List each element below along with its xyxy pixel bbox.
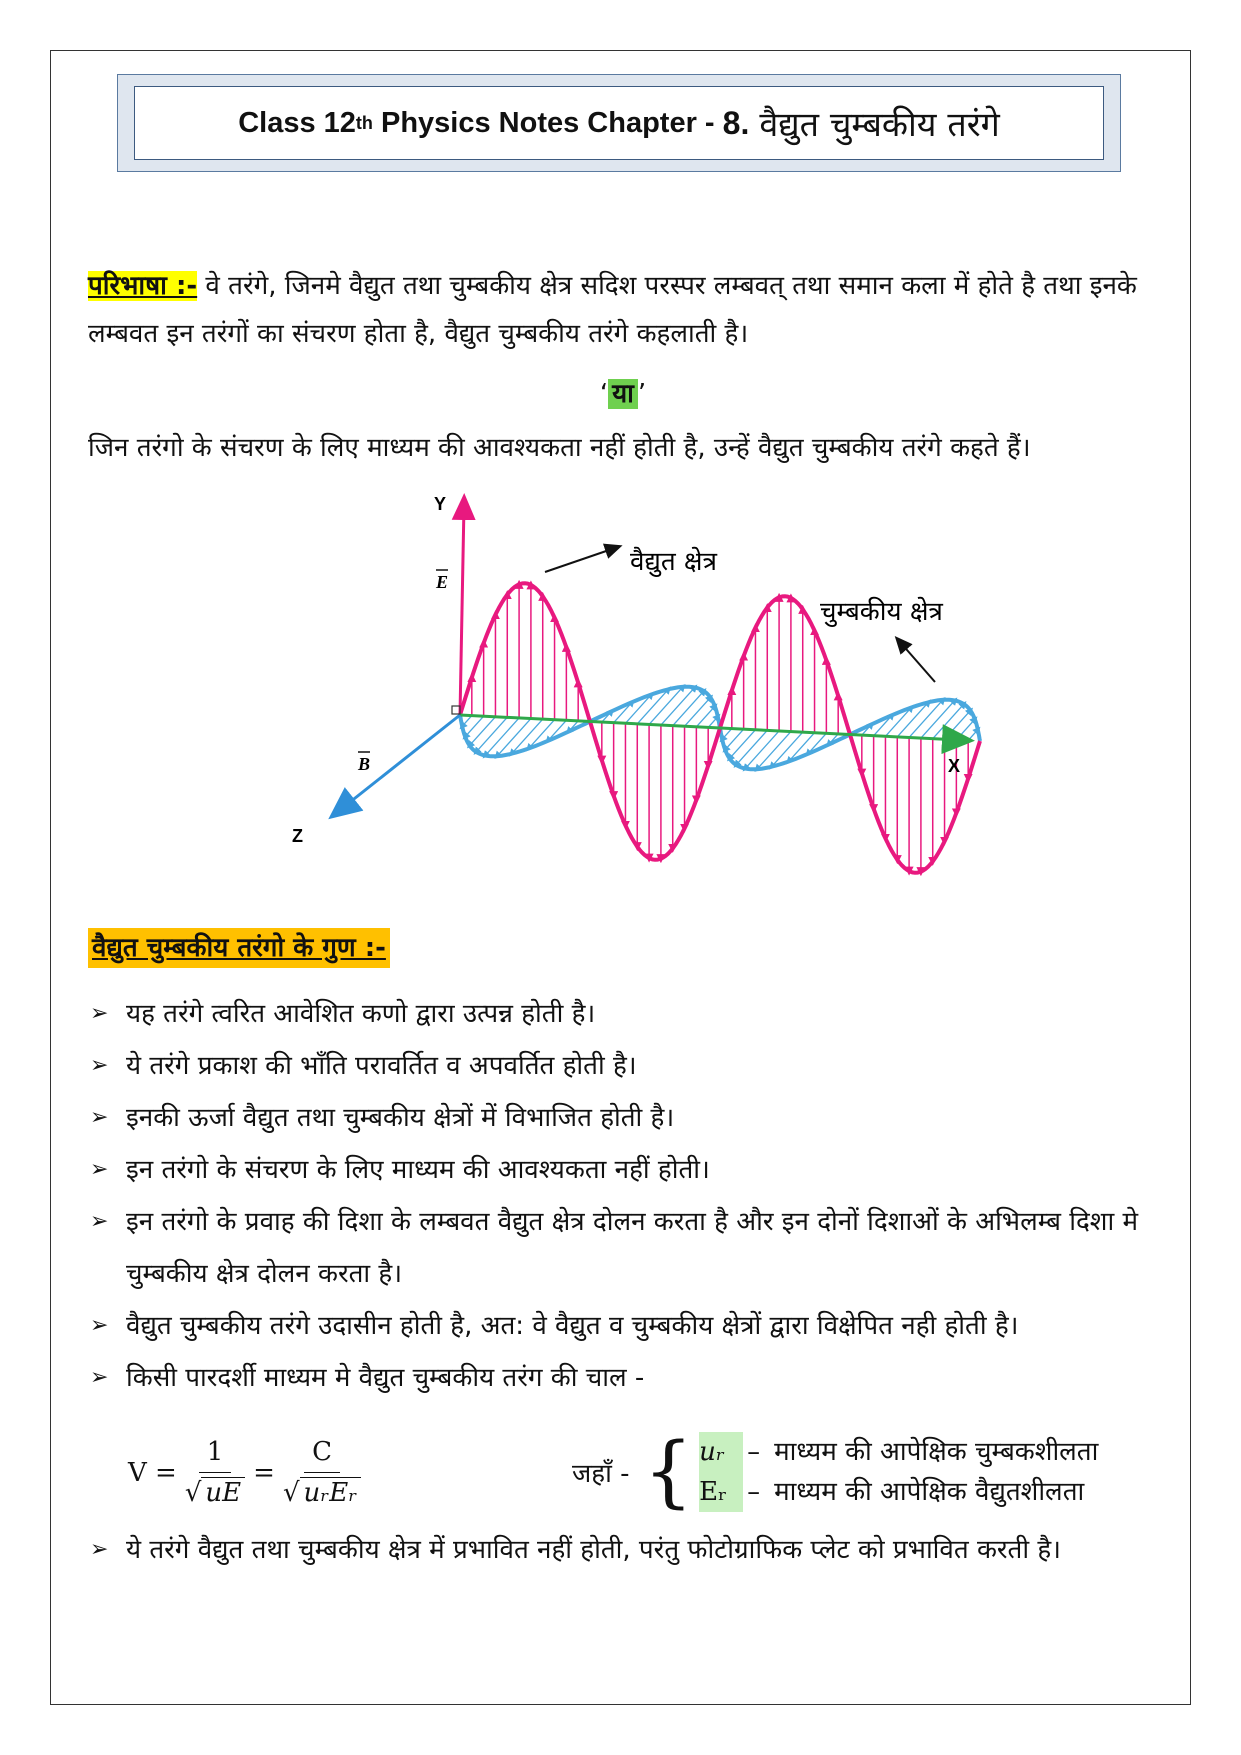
bullet-arrow-icon: ➢ — [90, 1365, 109, 1390]
electric-field-label: वैद्युत क्षेत्र — [630, 547, 717, 577]
formula-equals: = — [253, 1457, 275, 1488]
bullet-arrow-icon: ➢ — [90, 1209, 109, 1234]
title-number: 8. — [722, 104, 750, 141]
where-label: जहाँ - — [572, 1459, 630, 1489]
bullet-arrow-icon: ➢ — [90, 1105, 109, 1130]
formula-lhs: V = — [128, 1457, 177, 1488]
symbol-er: Eᵣ — [699, 1472, 743, 1512]
properties-heading: वैद्युत चुम्बकीय तरंगो के गुण :- — [88, 928, 390, 968]
fraction-2: $\frac{C}{\text{√ uᵣEᵣ}}$ — [283, 1436, 361, 1509]
list-item: ➢ ये तरंगे वैद्युत तथा चुम्बकीय क्षेत्र में प्रभावित नहीं होती, परंतु फोटोग्राफिक प्लेट को प्रभावित करती है। — [88, 1524, 1168, 1576]
em-wave-diagram — [292, 490, 980, 870]
bullet-arrow-icon: ➢ — [90, 1001, 109, 1026]
list-item: ➢ इन तरंगो के प्रवाह की दिशा के लम्बवत वैद्युत क्षेत्र दोलन करता है और इन दोनों दिशाओं के अभिलम्ब दिशा मे चुम्बकीय क्षेत्र दोलन करता है। — [88, 1196, 1168, 1300]
vector-e-label: E — [436, 572, 449, 592]
list-item: ➢ वैद्युत चुम्बकीय तरंगे उदासीन होती है, अत: वे वैद्युत व चुम्बकीय क्षेत्रों द्वारा विक्षेपित नही होती है। — [88, 1300, 1168, 1352]
title-sup: th — [355, 112, 373, 133]
magnetic-vector — [673, 691, 704, 726]
brace-icon: { — [643, 1427, 694, 1517]
fraction-1: $\frac{1}{√ uE}$ — [185, 1436, 245, 1509]
definition-alt-text: जिन तरंगो के संचरण के लिए माध्यम की आवश्यकता नहीं होती है, उन्हें वैद्युत चुम्बकीय तरंगे कहते हैं। — [88, 433, 1031, 463]
definition-row: uᵣ – माध्यम की आपेक्षिक चुम्बकशीलता — [699, 1432, 1098, 1472]
symbol-er-meaning: माध्यम की आपेक्षिक वैद्युतशीलता — [774, 1477, 1085, 1507]
electric-pointer-arrow — [545, 548, 615, 572]
definition-paragraph — [88, 262, 1158, 358]
magnetic-vector — [476, 717, 507, 752]
bullet-arrow-icon: ➢ — [90, 1053, 109, 1078]
formula-definitions — [572, 1427, 1099, 1517]
magnetic-vector — [933, 704, 964, 739]
definition-label: परिभाषा :- — [88, 271, 198, 301]
magnetic-vector — [736, 730, 767, 765]
speed-formula — [128, 1436, 369, 1509]
vector-b-label: B — [358, 754, 371, 774]
magnetic-vector — [470, 717, 496, 746]
bullet-arrow-icon: ➢ — [90, 1157, 109, 1182]
axis-y-label: Y — [434, 494, 447, 514]
list-item: ➢ इन तरंगो के संचरण के लिए माध्यम की आवश्यकता नहीं होती। — [88, 1144, 1168, 1196]
list-item: ➢ ये तरंगे प्रकाश की भाँति परावर्तित व अपवर्तित होती है। — [88, 1040, 1168, 1092]
definition-text: वे तरंगे, जिनमे वैद्युत तथा चुम्बकीय क्षेत्र सदिश परस्पर लम्बवत् तथा समान कला में होते है तथा इनके लम्बवत इन तरंगों का संचरण होता है, वैद्युत चुम्बकीय तरंगे कहलाती है। — [88, 271, 1137, 349]
title-middle: Physics Notes Chapter - — [372, 106, 723, 139]
magnetic-pointer-arrow — [900, 642, 935, 682]
list-item: ➢ इनकी ऊर्जा वैद्युत तथा चुम्बकीय क्षेत्रों में विभाजित होती है। — [88, 1092, 1168, 1144]
magnetic-field-label: चुम्बकीय क्षेत्र — [820, 597, 943, 627]
title-prefix: Class 12 — [238, 106, 356, 139]
page-title — [134, 86, 1104, 160]
fraction-2-denominator: uᵣEᵣ — [300, 1477, 362, 1508]
y-axis — [460, 505, 464, 715]
bullet-arrow-icon: ➢ — [90, 1313, 109, 1338]
symbol-ur-meaning: माध्यम की आपेक्षिक चुम्बकशीलता — [774, 1437, 1099, 1467]
fraction-1-numerator: 1 — [199, 1436, 232, 1473]
axis-z-label: Z — [292, 826, 303, 846]
or-separator: ‘ या ’ — [599, 379, 647, 409]
list-item: ➢ किसी पारदर्शी माध्यम मे वैद्युत चुम्बकीय तरंग की चाल - — [88, 1352, 1168, 1404]
list-item: ➢ यह तरंगे त्वरित आवेशित कणो द्वारा उत्पन्न होती है। — [88, 988, 1168, 1040]
definition-row: Eᵣ – माध्यम की आपेक्षिक वैद्युतशीलता — [699, 1472, 1098, 1512]
fraction-2-numerator: C — [304, 1436, 340, 1473]
or-label: या — [608, 379, 638, 409]
title-hindi: वैद्युत चुम्बकीय तरंगे — [759, 105, 1000, 145]
bullet-arrow-icon: ➢ — [90, 1537, 109, 1562]
fraction-1-denominator: uE — [201, 1477, 245, 1508]
axis-x-label: X — [948, 756, 961, 776]
symbol-ur: uᵣ — [699, 1432, 743, 1472]
magnetic-vector — [730, 730, 756, 759]
magnetic-vector — [945, 711, 971, 740]
magnetic-vector — [685, 698, 711, 727]
